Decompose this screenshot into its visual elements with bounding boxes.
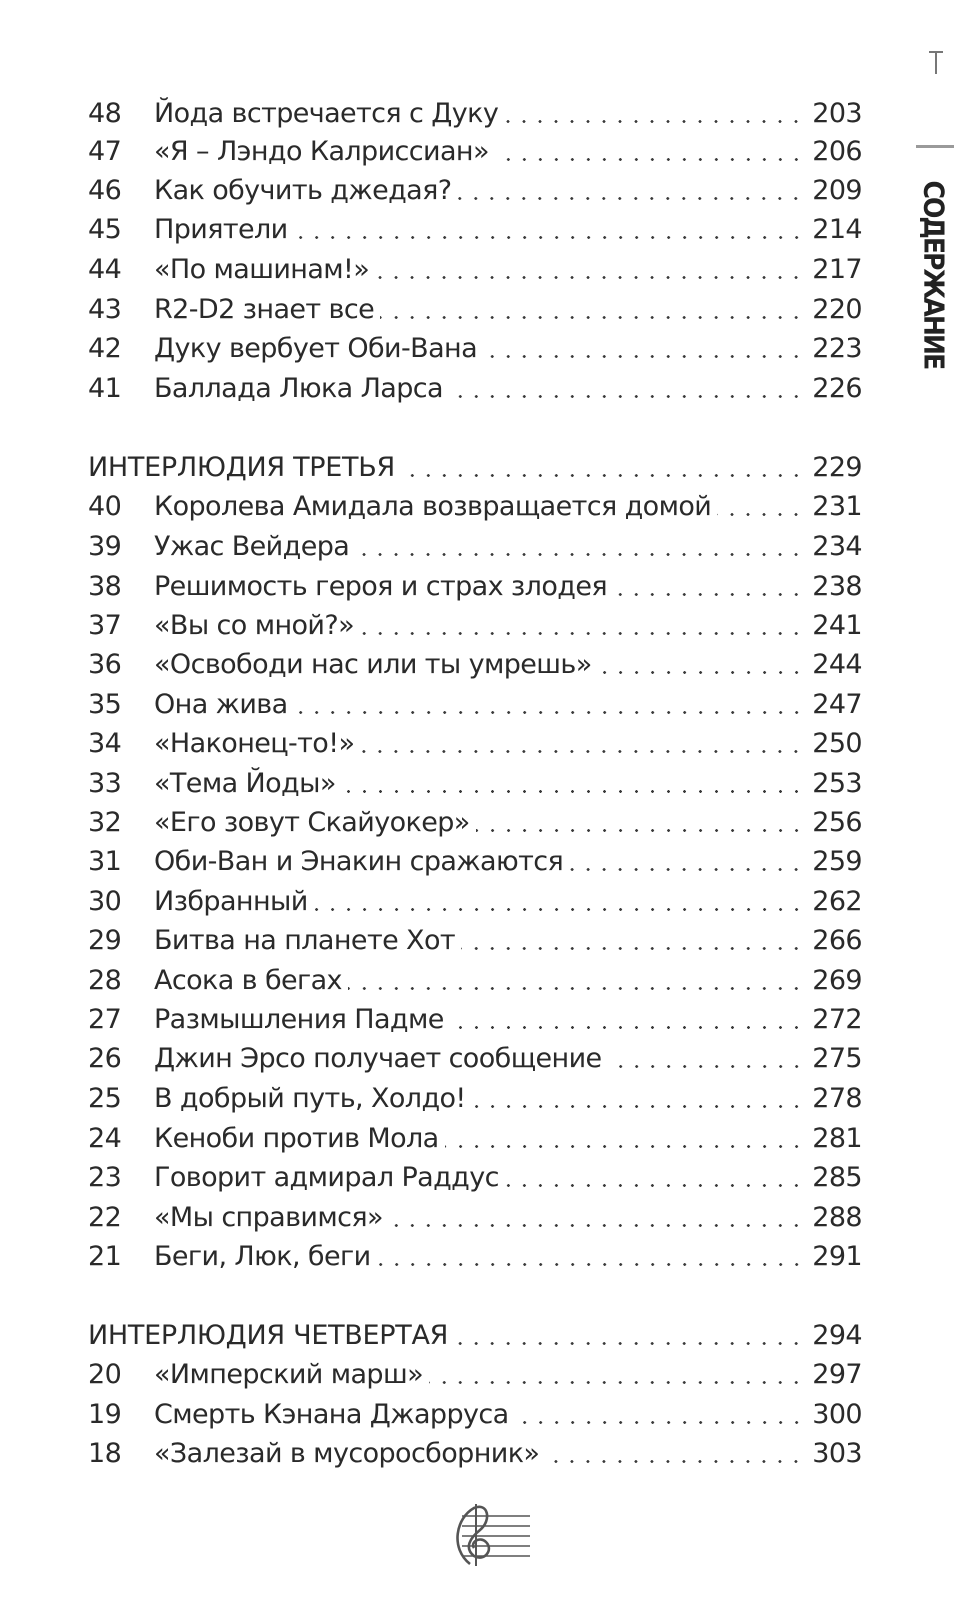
page-number: 220: [812, 294, 862, 325]
chapter-title: Джин Эрсо получает сообщение: [154, 1043, 602, 1074]
page-number: 226: [812, 373, 862, 404]
chapter-number: 29: [88, 925, 122, 956]
page-number: 217: [812, 254, 862, 285]
chapter-number: 34: [88, 728, 122, 759]
chapter-number: 33: [88, 768, 122, 799]
chapter-number: 47: [88, 136, 122, 167]
chapter-number: 31: [88, 846, 122, 877]
dot-leader: [401, 474, 804, 477]
toc-entry: [88, 1436, 862, 1472]
chapter-title: Кеноби против Мола: [154, 1123, 439, 1154]
chapter-number: 45: [88, 214, 122, 245]
dot-leader: [429, 1381, 804, 1384]
page-number: 291: [812, 1241, 862, 1272]
chapter-title: «Я – Лэндо Калриссиан»: [154, 136, 489, 167]
page-number: 250: [812, 728, 862, 759]
chapter-number: 24: [88, 1123, 122, 1154]
chapter-title: В добрый путь, Холдо!: [154, 1083, 466, 1114]
side-tab-label: СОДЕРЖАНИЕ: [917, 180, 951, 369]
page-number: 300: [812, 1399, 862, 1430]
toc-entry: [88, 1357, 862, 1393]
chapter-title: Асока в бегах: [154, 965, 342, 996]
chapter-number: 48: [88, 98, 122, 129]
chapter-title: «Имперский марш»: [154, 1359, 423, 1390]
dot-leader: [348, 987, 804, 990]
chapter-title: Говорит адмирал Раддус: [154, 1162, 499, 1193]
toc-entry: [88, 1239, 862, 1275]
toc-entry: [88, 766, 862, 802]
dot-leader: [454, 1342, 804, 1345]
page-number: 272: [812, 1004, 862, 1035]
page-number: 253: [812, 768, 862, 799]
dot-leader: [457, 197, 804, 200]
dot-leader: [483, 355, 804, 358]
dot-leader: [461, 947, 804, 950]
page-number: 256: [812, 807, 862, 838]
page-marker-icon: [925, 50, 947, 76]
heading-title: ИНТЕРЛЮДИЯ ТРЕТЬЯ: [88, 452, 395, 483]
chapter-title: «Вы со мной?»: [154, 610, 355, 641]
chapter-number: 44: [88, 254, 122, 285]
chapter-number: 36: [88, 649, 122, 680]
chapter-number: 35: [88, 689, 122, 720]
chapter-number: 37: [88, 610, 122, 641]
toc-entry: [88, 1041, 862, 1077]
chapter-title: Королева Амидала возвращается домой: [154, 491, 712, 522]
chapter-number: 41: [88, 373, 122, 404]
dot-leader: [613, 593, 804, 596]
dot-leader: [472, 1105, 805, 1108]
chapter-title: «Освободи нас или ты умрешь»: [154, 649, 592, 680]
dot-leader: [389, 1224, 804, 1227]
chapter-title: Оби-Ван и Энакин сражаются: [154, 846, 564, 877]
dot-leader: [342, 790, 805, 793]
chapter-number: 20: [88, 1359, 122, 1390]
chapter-number: 18: [88, 1438, 122, 1469]
chapter-title: Ужас Вейдера: [154, 531, 350, 562]
page-number: 231: [812, 491, 862, 522]
dot-leader: [449, 395, 804, 398]
chapter-title: Она жива: [154, 689, 288, 720]
chapter-number: 23: [88, 1162, 122, 1193]
chapter-number: 27: [88, 1004, 122, 1035]
toc-entry: [88, 963, 862, 999]
page-number: 209: [812, 175, 862, 206]
page-number: 259: [812, 846, 862, 877]
page-number: 285: [812, 1162, 862, 1193]
dot-leader: [314, 908, 805, 911]
toc-entry: [88, 923, 862, 959]
dot-leader: [355, 553, 804, 556]
chapter-title: Дуку вербует Оби-Вана: [154, 333, 478, 364]
page-number: 275: [812, 1043, 862, 1074]
chapter-title: «Наконец-то!»: [154, 728, 355, 759]
toc-entry: [88, 884, 862, 920]
page-number: 241: [812, 610, 862, 641]
chapter-number: 40: [88, 491, 122, 522]
chapter-number: 19: [88, 1399, 122, 1430]
toc-entry: [88, 331, 862, 367]
page-number: 281: [812, 1123, 862, 1154]
dot-leader: [450, 1026, 804, 1029]
chapter-number: 42: [88, 333, 122, 364]
toc-entry: [88, 608, 862, 644]
dot-leader: [569, 868, 804, 871]
page-number: 214: [812, 214, 862, 245]
chapter-title: «Мы справимся»: [154, 1202, 383, 1233]
dot-leader: [515, 1421, 805, 1424]
chapter-number: 38: [88, 571, 122, 602]
toc-entry: [88, 726, 862, 762]
chapter-number: 25: [88, 1083, 122, 1114]
dot-leader: [294, 711, 805, 714]
dot-leader: [360, 750, 804, 753]
music-clef-emblem-icon: [440, 1498, 532, 1568]
dot-leader: [545, 1460, 804, 1463]
chapter-title: «Его зовут Скайуокер»: [154, 807, 470, 838]
dot-leader: [495, 158, 804, 161]
chapter-number: 30: [88, 886, 122, 917]
toc-entry: [88, 1081, 862, 1117]
chapter-title: Йода встречается с Дуку: [154, 98, 499, 129]
chapter-title: «Залезай в мусоросборник»: [154, 1438, 540, 1469]
dot-leader: [476, 829, 805, 832]
toc-entry: [88, 1200, 862, 1236]
dot-leader: [360, 632, 804, 635]
chapter-title: Беги, Люк, беги: [154, 1241, 371, 1272]
page-number: 303: [812, 1438, 862, 1469]
dot-leader: [375, 276, 804, 279]
page-number: 247: [812, 689, 862, 720]
chapter-title: Решимость героя и страх злодея: [154, 571, 607, 602]
chapter-number: 32: [88, 807, 122, 838]
toc-entry: [88, 687, 862, 723]
chapter-number: 21: [88, 1241, 122, 1272]
toc-entry: [88, 805, 862, 841]
chapter-title: Размышления Падме: [154, 1004, 444, 1035]
toc-entry: [88, 292, 862, 328]
heading-title: ИНТЕРЛЮДИЯ ЧЕТВЕРТАЯ: [88, 1320, 449, 1351]
toc-section-heading: [88, 450, 862, 486]
toc-entry: [88, 647, 862, 683]
dot-leader: [377, 1263, 805, 1266]
toc-entry: [88, 1121, 862, 1157]
chapter-title: Как обучить джедая?: [154, 175, 452, 206]
toc-entry: [88, 212, 862, 248]
page-number: 294: [812, 1320, 862, 1351]
toc-entry: [88, 134, 862, 170]
dot-leader: [445, 1145, 805, 1148]
chapter-number: 28: [88, 965, 122, 996]
toc-entry: [88, 173, 862, 209]
page-number: 262: [812, 886, 862, 917]
page-number: 203: [812, 98, 862, 129]
toc-entry: [88, 371, 862, 407]
chapter-number: 46: [88, 175, 122, 206]
chapter-title: Битва на планете Хот: [154, 925, 456, 956]
page-number: 206: [812, 136, 862, 167]
chapter-number: 39: [88, 531, 122, 562]
page-number: 288: [812, 1202, 862, 1233]
dot-leader: [294, 236, 805, 239]
dot-leader: [505, 1184, 804, 1187]
toc-section-heading: [88, 1318, 862, 1354]
toc-entry: [88, 529, 862, 565]
chapter-title: «Тема Йоды»: [154, 768, 336, 799]
toc-entry: [88, 1397, 862, 1433]
page-number: 234: [812, 531, 862, 562]
page-number: 269: [812, 965, 862, 996]
toc-entry: [88, 1160, 862, 1196]
dot-leader: [717, 513, 804, 516]
chapter-title: Приятели: [154, 214, 288, 245]
toc-entry: [88, 96, 862, 132]
chapter-title: Избранный: [154, 886, 308, 917]
page-number: 244: [812, 649, 862, 680]
page-number: 266: [812, 925, 862, 956]
dot-leader: [504, 120, 804, 123]
chapter-number: 22: [88, 1202, 122, 1233]
chapter-title: R2-D2 знает все: [154, 294, 375, 325]
section-side-tab: [912, 48, 956, 369]
page-number: 278: [812, 1083, 862, 1114]
dot-leader: [598, 671, 805, 674]
page-number: 238: [812, 571, 862, 602]
toc-entry: [88, 489, 862, 525]
toc-entry: [88, 1002, 862, 1038]
page-number: 297: [812, 1359, 862, 1390]
chapter-title: Баллада Люка Ларса: [154, 373, 443, 404]
toc-entry: [88, 569, 862, 605]
chapter-number: 43: [88, 294, 122, 325]
side-tab-rule: [916, 145, 954, 148]
dot-leader: [380, 316, 804, 319]
chapter-title: Смерть Кэнана Джарруса: [154, 1399, 509, 1430]
dot-leader: [608, 1065, 805, 1068]
toc-entry: [88, 252, 862, 288]
page-number: 229: [812, 452, 862, 483]
chapter-title: «По машинам!»: [154, 254, 370, 285]
chapter-number: 26: [88, 1043, 122, 1074]
page-number: 223: [812, 333, 862, 364]
toc-entry: [88, 844, 862, 880]
